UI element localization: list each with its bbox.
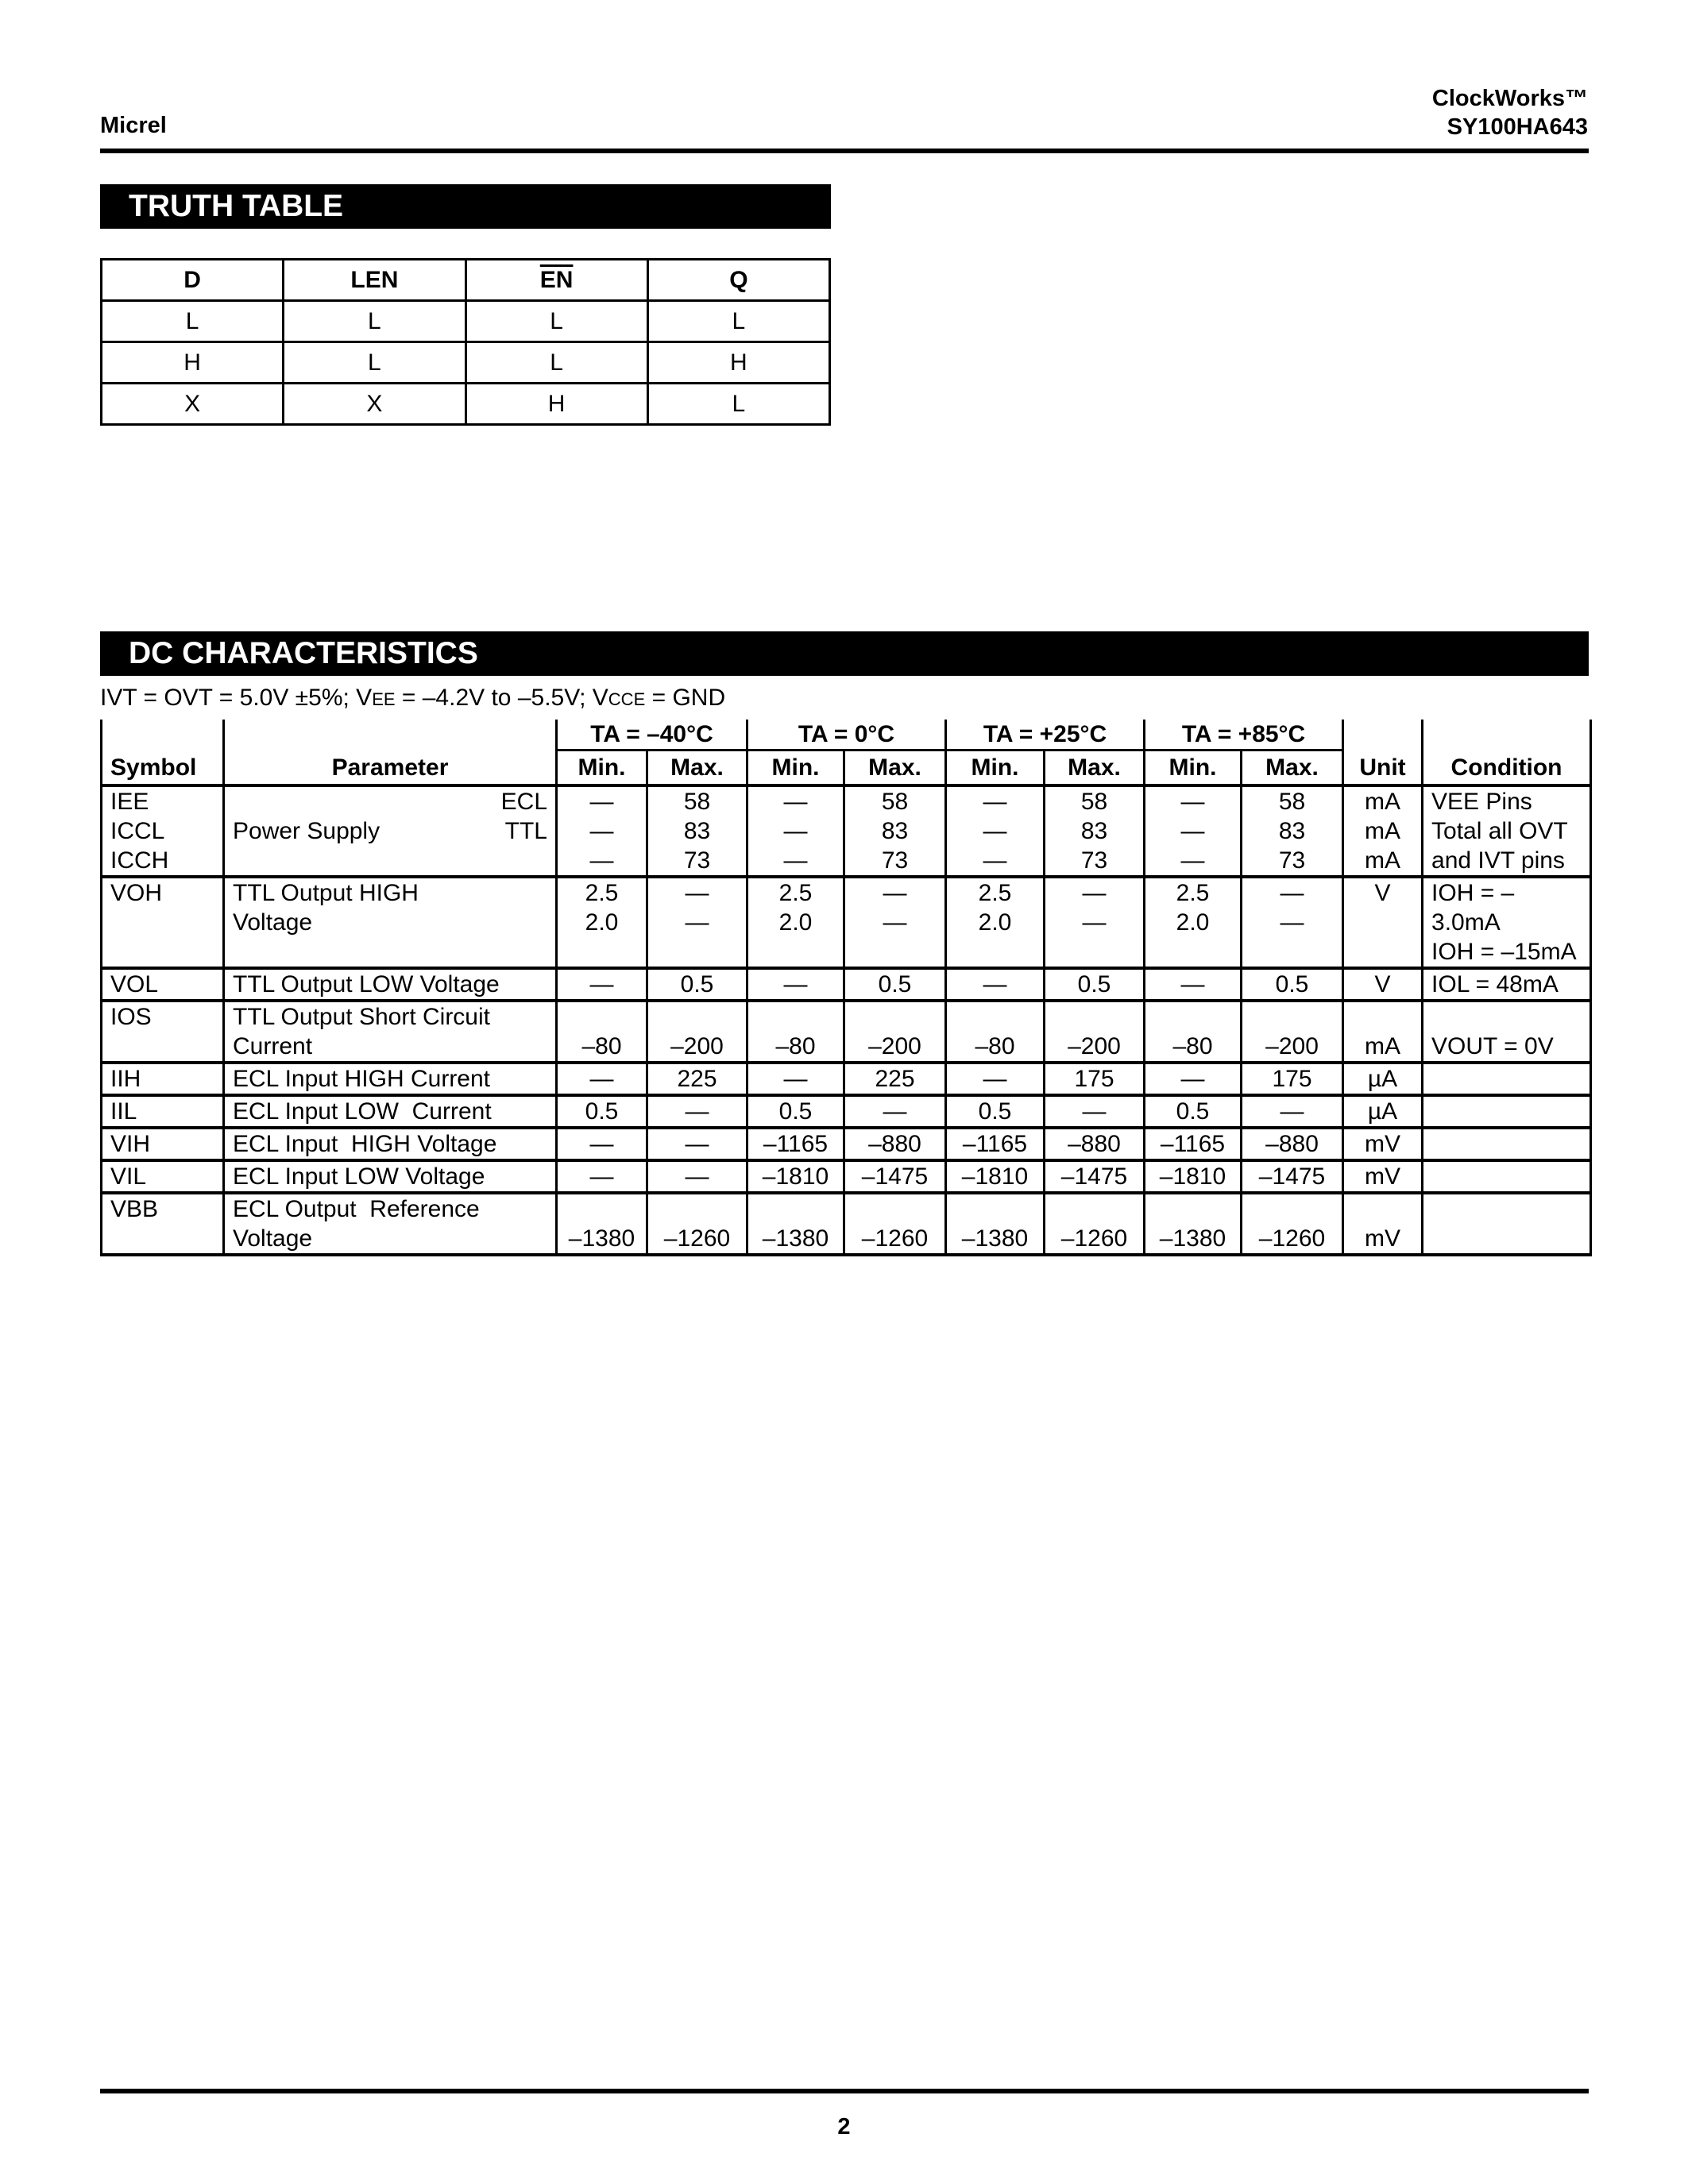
product-family: ClockWorks™ xyxy=(1431,86,1588,111)
cell: H xyxy=(647,342,829,384)
table-row: VOL TTL Output LOW Voltage — 0.5 — 0.5 — 0.5 — 0.5 V IOL = 48mA xyxy=(102,968,1591,1001)
header-min: Min. xyxy=(557,751,647,786)
header-parameter: Parameter xyxy=(224,751,557,786)
parameter-cell: TTL Output HIGH Voltage xyxy=(224,877,557,968)
temp-0: TA = 0°C xyxy=(747,720,946,751)
symbol-cell: IOS xyxy=(102,1001,224,1063)
parameter-cell: ECL Input LOW Current xyxy=(224,1095,557,1128)
part-number: SY100HA643 xyxy=(1447,114,1588,140)
symbol-cell: VIH xyxy=(102,1128,224,1160)
table-row: IIH ECL Input HIGH Current — 225 — 225 — 175 — 175 µA xyxy=(102,1063,1591,1095)
page-number: 2 xyxy=(837,2114,851,2140)
symbol-cell: VBB xyxy=(102,1193,224,1255)
table-row: IIL ECL Input LOW Current 0.5 — 0.5 — 0.5 — 0.5 — µA xyxy=(102,1095,1591,1128)
truth-col-len: LEN xyxy=(284,260,465,301)
cell: L xyxy=(465,301,647,342)
symbol-cell: VOL xyxy=(102,968,224,1001)
symbol-cell: VOH xyxy=(102,877,224,968)
table-row xyxy=(102,301,830,342)
cell: L xyxy=(284,301,465,342)
footer-rule xyxy=(100,2089,1589,2093)
header-min: Min. xyxy=(747,751,844,786)
cell: L xyxy=(647,301,829,342)
truth-table xyxy=(100,258,831,426)
parameter-cell: ECL Input HIGH Voltage xyxy=(224,1128,557,1160)
parameter-cell: ECL Input LOW Voltage xyxy=(224,1160,557,1193)
table-row: VIH ECL Input HIGH Voltage — — –1165 –880 –1165 –880 –1165 –880 mV xyxy=(102,1128,1591,1160)
parameter-cell: TTL Output LOW Voltage xyxy=(224,968,557,1001)
truth-table-title: TRUTH TABLE xyxy=(100,184,831,229)
temp-neg40: TA = –40°C xyxy=(557,720,747,751)
dc-characteristics-table xyxy=(100,720,1592,1256)
dc-characteristics-title: DC CHARACTERISTICS xyxy=(100,631,1589,676)
table-row xyxy=(102,342,830,384)
cell: X xyxy=(284,384,465,425)
cell: H xyxy=(465,384,647,425)
truth-col-en: $\overline{EN}$ xyxy=(465,260,647,301)
parameter-cell: ECL Output Reference Voltage xyxy=(224,1193,557,1255)
table-row: IEE ICCL ICCH ECL Power Supply TTL — — — 58 83 73 — — — 58 83 73 — — — 58 83 73 — — — 58 83 73 mA mA mA VEE Pins Total all OVT and IVT pins xyxy=(102,785,1591,877)
company-name: Micrel xyxy=(100,113,167,138)
parameter-cell: ECL Power Supply TTL xyxy=(224,785,557,877)
header-unit: Unit xyxy=(1343,751,1423,786)
temp-85: TA = +85°C xyxy=(1145,720,1343,751)
cell: X xyxy=(102,384,284,425)
table-row: IOS TTL Output Short Circuit Current –80 –200 –80 –200 –80 –200 –80 –200 mA VOUT = 0V xyxy=(102,1001,1591,1063)
dc-conditions: IVT = OVT = 5.0V ±5%; VEE = –4.2V to –5.5V; VCCE = GND xyxy=(100,685,726,711)
table-row: VIL ECL Input LOW Voltage — — –1810 –1475 –1810 –1475 –1810 –1475 mV xyxy=(102,1160,1591,1193)
header-max: Max. xyxy=(844,751,946,786)
table-row xyxy=(102,384,830,425)
cell: L xyxy=(284,342,465,384)
header-symbol: Symbol xyxy=(102,751,224,786)
header-max: Max. xyxy=(1045,751,1145,786)
cell: L xyxy=(102,301,284,342)
cell: L xyxy=(647,384,829,425)
cell: L xyxy=(465,342,647,384)
header-min: Min. xyxy=(1145,751,1242,786)
parameter-cell: TTL Output Short Circuit Current xyxy=(224,1001,557,1063)
table-row: VOH TTL Output HIGH Voltage 2.5 2.0 — — 2.5 2.0 — — 2.5 2.0 — — 2.5 2.0 — — V IOH = –3.0mA IOH = –15mA xyxy=(102,877,1591,968)
cell: H xyxy=(102,342,284,384)
document-title xyxy=(1432,84,1588,141)
symbol-cell: IIH xyxy=(102,1063,224,1095)
symbol-cell: VIL xyxy=(102,1160,224,1193)
header-condition: Condition xyxy=(1423,751,1591,786)
parameter-cell: ECL Input HIGH Current xyxy=(224,1063,557,1095)
temp-25: TA = +25°C xyxy=(946,720,1145,751)
header-max: Max. xyxy=(1242,751,1343,786)
table-row: VBB ECL Output Reference Voltage –1380 –1260 –1380 –1260 –1380 –1260 –1380 –1260 mV xyxy=(102,1193,1591,1255)
symbol-cell: IIL xyxy=(102,1095,224,1128)
truth-col-d: D xyxy=(102,260,284,301)
header-max: Max. xyxy=(647,751,747,786)
truth-col-q: Q xyxy=(647,260,829,301)
header-rule xyxy=(100,149,1589,153)
header-min: Min. xyxy=(946,751,1045,786)
symbol-cell: IEE ICCL ICCH xyxy=(102,785,224,877)
